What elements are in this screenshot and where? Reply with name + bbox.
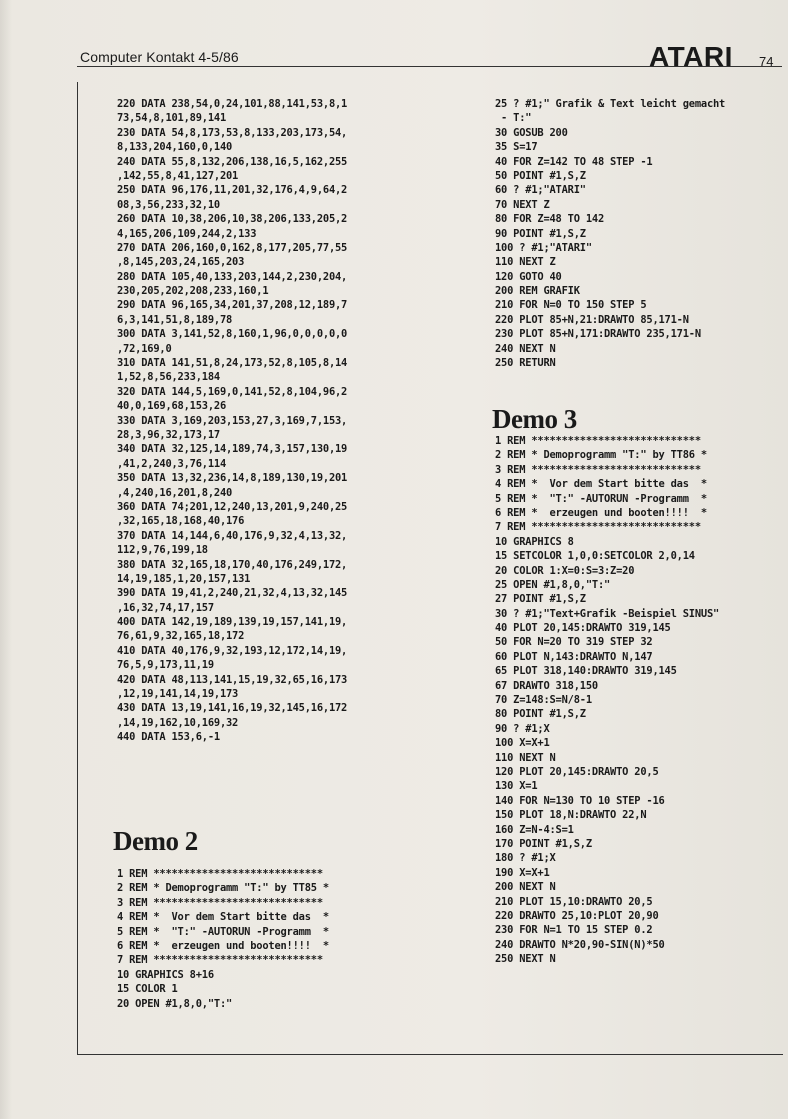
- magazine-title: Computer Kontakt 4-5/86: [80, 49, 239, 65]
- code-line: 230 FOR N=1 TO 15 STEP 0.2: [495, 924, 653, 937]
- code-line: 10 GRAPHICS 8: [495, 535, 574, 548]
- code-line: 220 DRAWTO 25,10:PLOT 20,90: [495, 909, 659, 922]
- code-line: 120 GOTO 40: [495, 270, 562, 283]
- code-line: 70 Z=148:S=N/8-1: [495, 694, 592, 707]
- code-line: 350 DATA 13,32,236,14,8,189,130,19,201: [117, 472, 348, 485]
- code-line: 110 NEXT N: [495, 751, 556, 764]
- code-line: 40 PLOT 20,145:DRAWTO 319,145: [495, 622, 671, 635]
- code-line: 360 DATA 74;201,12,240,13,201,9,240,25: [117, 500, 348, 513]
- code-line: 300 DATA 3,141,52,8,160,1,96,0,0,0,0,0: [117, 328, 348, 341]
- code-line: 320 DATA 144,5,169,0,141,52,8,104,96,2: [117, 385, 348, 398]
- code-line: 4 REM * Vor dem Start bitte das *: [495, 478, 707, 491]
- code-line: ,41,2,240,3,76,114: [117, 457, 227, 470]
- code-line: ,142,55,8,41,127,201: [117, 169, 239, 182]
- code-line: 230 PLOT 85+N,171:DRAWTO 235,171-N: [495, 328, 701, 341]
- code-line: 7 REM ****************************: [495, 521, 701, 534]
- code-line: 250 DATA 96,176,11,201,32,176,4,9,64,2: [117, 184, 348, 197]
- code-line: 380 DATA 32,165,18,170,40,176,249,172,: [117, 558, 348, 571]
- code-line: ,8,145,203,24,165,203: [117, 256, 245, 269]
- code-line: 370 DATA 14,144,6,40,176,9,32,4,13,32,: [117, 529, 348, 542]
- code-line: 90 POINT #1,S,Z: [495, 227, 586, 240]
- code-line: 80 POINT #1,S,Z: [495, 708, 586, 721]
- code-line: 250 RETURN: [495, 357, 556, 370]
- code-line: 250 NEXT N: [495, 953, 556, 966]
- code-line: 310 DATA 141,51,8,24,173,52,8,105,8,14: [117, 357, 348, 370]
- code-line: 70 NEXT Z: [495, 198, 550, 211]
- code-line: 230,205,202,208,233,160,1: [117, 285, 269, 298]
- code-line: 100 X=X+1: [495, 737, 550, 750]
- code-line: 3 REM ****************************: [495, 463, 701, 476]
- code-line: 80 FOR Z=48 TO 142: [495, 213, 605, 226]
- code-line: 35 S=17: [495, 141, 538, 154]
- code-line: 67 DRAWTO 318,150: [495, 679, 598, 692]
- code-line: 2 REM * Demoprogramm "T:" by TT86 *: [495, 449, 707, 462]
- code-line: 290 DATA 96,165,34,201,37,208,12,189,7: [117, 299, 348, 312]
- code-line: 5 REM * "T:" -AUTORUN -Programm *: [117, 925, 329, 938]
- code-line: 76,5,9,173,11,19: [117, 659, 214, 672]
- code-line: 120 PLOT 20,145:DRAWTO 20,5: [495, 765, 659, 778]
- code-line: 40 FOR Z=142 TO 48 STEP -1: [495, 155, 653, 168]
- code-line: 330 DATA 3,169,203,153,27,3,169,7,153,: [117, 414, 348, 427]
- code-line: 150 PLOT 18,N:DRAWTO 22,N: [495, 809, 647, 822]
- code-line: 220 PLOT 85+N,21:DRAWTO 85,171-N: [495, 313, 689, 326]
- code-line: 270 DATA 206,160,0,162,8,177,205,77,55: [117, 241, 348, 254]
- code-line: 7 REM ****************************: [117, 954, 323, 967]
- code-line: 1 REM ****************************: [495, 435, 701, 447]
- code-line: 140 FOR N=130 TO 10 STEP -16: [495, 794, 665, 807]
- code-line: 5 REM * "T:" -AUTORUN -Programm *: [495, 492, 707, 505]
- code-line: ,12,19,141,14,19,173: [117, 688, 239, 701]
- code-line: 30 ? #1;"Text+Grafik -Beispiel SINUS": [495, 607, 720, 620]
- code-line: 430 DATA 13,19,141,16,19,32,145,16,172: [117, 702, 348, 715]
- code-line: 40,0,169,68,153,26: [117, 400, 227, 413]
- code-line: 160 Z=N-4:S=1: [495, 823, 574, 836]
- code-line: 420 DATA 48,113,141,15,19,32,65,16,173: [117, 673, 348, 686]
- code-line: 100 ? #1;"ATARI": [495, 241, 592, 254]
- listing-left-column: [117, 97, 347, 745]
- code-line: 280 DATA 105,40,133,203,144,2,230,204,: [117, 270, 348, 283]
- code-line: 220 DATA 238,54,0,24,101,88,141,53,8,1: [117, 98, 348, 110]
- code-line: 112,9,76,199,18: [117, 544, 208, 557]
- code-line: 1,52,8,56,233,184: [117, 371, 220, 384]
- code-line: 15 COLOR 1: [117, 983, 178, 996]
- code-line: 4,165,206,109,244,2,133: [117, 227, 257, 240]
- code-line: 440 DATA 153,6,-1: [117, 731, 220, 744]
- code-line: 60 PLOT N,143:DRAWTO N,147: [495, 650, 653, 663]
- code-line: 6,3,141,51,8,189,78: [117, 313, 233, 326]
- brand-title: ATARI: [649, 41, 733, 72]
- code-line: ,4,240,16,201,8,240: [117, 486, 233, 499]
- code-line: 6 REM * erzeugen und booten!!!! *: [117, 939, 329, 952]
- code-line: 210 PLOT 15,10:DRAWTO 20,5: [495, 895, 653, 908]
- code-line: 170 POINT #1,S,Z: [495, 837, 592, 850]
- code-line: 240 DRAWTO N*20,90-SIN(N)*50: [495, 938, 665, 951]
- code-line: 20 COLOR 1:X=0:S=3:Z=20: [495, 564, 635, 577]
- page-number: 74: [759, 54, 774, 69]
- code-line: 410 DATA 40,176,9,32,193,12,172,14,19,: [117, 644, 348, 657]
- code-line: 130 X=1: [495, 780, 538, 793]
- code-line: 15 SETCOLOR 1,0,0:SETCOLOR 2,0,14: [495, 550, 695, 563]
- code-line: 390 DATA 19,41,2,240,21,32,4,13,32,145: [117, 587, 348, 600]
- code-line: 30 GOSUB 200: [495, 126, 568, 139]
- code-line: 400 DATA 142,19,189,139,19,157,141,19,: [117, 616, 348, 629]
- demo2-listing: [117, 867, 329, 1011]
- code-line: ,14,19,162,10,169,32: [117, 716, 239, 729]
- code-line: 260 DATA 10,38,206,10,38,206,133,205,2: [117, 213, 348, 226]
- code-line: 8,133,204,160,0,140: [117, 141, 233, 154]
- code-line: 25 ? #1;" Grafik & Text leicht gemacht: [495, 98, 726, 110]
- code-line: 230 DATA 54,8,173,53,8,133,203,173,54,: [117, 126, 348, 139]
- code-line: ,16,32,74,17,157: [117, 601, 214, 614]
- code-line: 190 X=X+1: [495, 866, 550, 879]
- code-line: 3 REM ****************************: [117, 896, 323, 909]
- code-line: 60 ? #1;"ATARI": [495, 184, 586, 197]
- code-line: 340 DATA 32,125,14,189,74,3,157,130,19: [117, 443, 348, 456]
- code-line: 27 POINT #1,S,Z: [495, 593, 586, 606]
- code-line: 240 NEXT N: [495, 342, 556, 355]
- code-line: 08,3,56,233,32,10: [117, 198, 220, 211]
- demo3-heading: Demo 3: [492, 404, 577, 434]
- demo2-heading: Demo 2: [113, 826, 198, 856]
- code-line: 4 REM * Vor dem Start bitte das *: [117, 911, 329, 924]
- demo3-listing: [495, 434, 719, 966]
- code-line: ,72,169,0: [117, 342, 172, 355]
- code-line: 50 POINT #1,S,Z: [495, 169, 586, 182]
- code-line: 20 OPEN #1,8,0,"T:": [117, 997, 233, 1010]
- code-line: 28,3,96,32,173,17: [117, 428, 220, 441]
- code-line: 76,61,9,32,165,18,172: [117, 630, 245, 643]
- code-line: 90 ? #1;X: [495, 722, 550, 735]
- code-line: 210 FOR N=0 TO 150 STEP 5: [495, 299, 647, 312]
- code-line: 6 REM * erzeugen und booten!!!! *: [495, 506, 707, 519]
- code-line: 1 REM ****************************: [117, 868, 323, 880]
- code-line: 200 NEXT N: [495, 881, 556, 894]
- code-line: 240 DATA 55,8,132,206,138,16,5,162,255: [117, 155, 348, 168]
- code-line: ,32,165,18,168,40,176: [117, 515, 245, 528]
- code-line: 10 GRAPHICS 8+16: [117, 968, 214, 981]
- listing-right-column: [495, 97, 725, 370]
- code-line: 110 NEXT Z: [495, 256, 556, 269]
- code-line: 200 REM GRAFIK: [495, 285, 580, 298]
- code-line: 50 FOR N=20 TO 319 STEP 32: [495, 636, 653, 649]
- code-line: 65 PLOT 318,140:DRAWTO 319,145: [495, 665, 677, 678]
- code-line: 180 ? #1;X: [495, 852, 556, 865]
- code-line: 73,54,8,101,89,141: [117, 112, 227, 125]
- code-line: - T:": [495, 112, 532, 125]
- code-line: 25 OPEN #1,8,0,"T:": [495, 578, 611, 591]
- code-line: 2 REM * Demoprogramm "T:" by TT85 *: [117, 882, 329, 895]
- code-line: 14,19,185,1,20,157,131: [117, 572, 251, 585]
